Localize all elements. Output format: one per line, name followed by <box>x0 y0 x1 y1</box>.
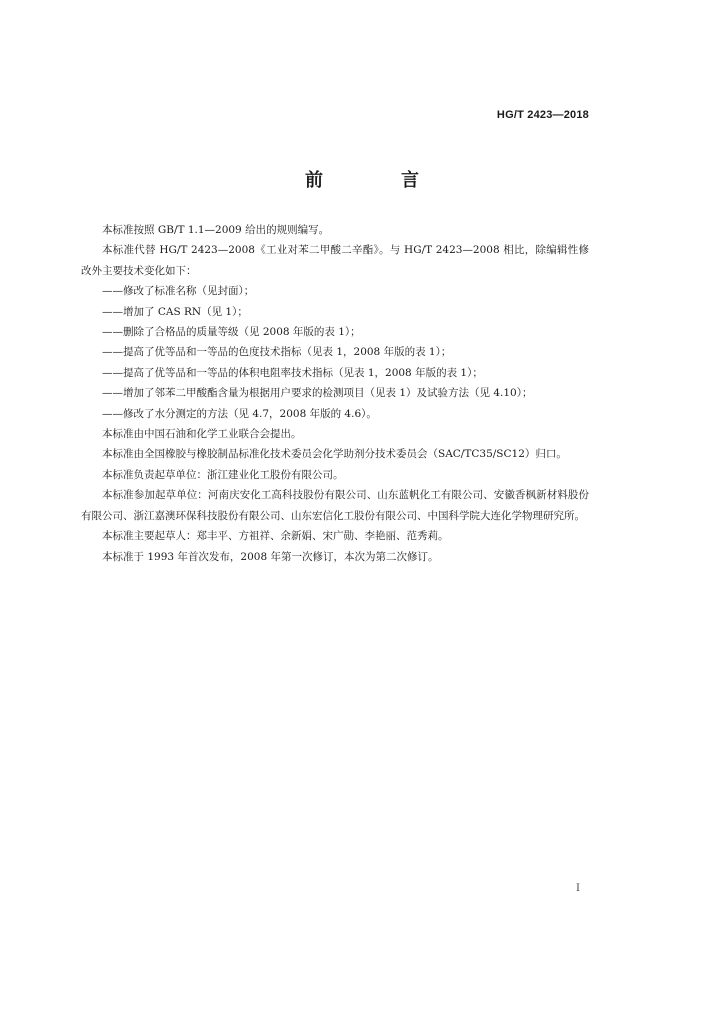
paragraph-participating-drafters: 本标准参加起草单位：河南庆安化工高科技股份有限公司、山东蓝帆化工有限公司、安徽香枫新材料股份有限公司、浙江嘉澳环保科技股份有限公司、山东宏信化工股份有限公司、中国科学院大连化学物理研究所。 <box>81 489 589 522</box>
change-item: ——增加了邻苯二甲酸酯含量为根据用户要求的检测项目（见表 1）及试验方法（见 4.10）； <box>102 387 533 400</box>
foreword-body <box>81 220 589 567</box>
change-item: ——提高了优等品和一等品的色度技术指标（见表 1，2008 年版的表 1）； <box>102 346 452 359</box>
change-item: ——修改了水分测定的方法（见 4.7，2008 年版的 4.6）。 <box>102 407 377 420</box>
paragraph-replaces: 本标准代替 HG/T 2423—2008《工业对苯二甲酸二辛酯》。与 HG/T 2423—2008 相比，除编辑性修改外主要技术变化如下： <box>81 244 589 277</box>
page-title: 前 言 <box>305 170 449 191</box>
paragraph-proposer: 本标准由中国石油和化学工业联合会提出。 <box>102 428 302 441</box>
paragraph-drafting-rules: 本标准按照 GB/T 1.1—2009 给出的规则编写。 <box>102 224 330 236</box>
change-item: ——增加了 CAS RN（见 1）； <box>102 305 248 318</box>
change-item: ——提高了优等品和一等品的体积电阻率技术指标（见表 1，2008 年版的表 1）； <box>102 366 483 379</box>
paragraph-history: 本标准于 1993 年首次发布，2008 年第一次修订，本次为第二次修订。 <box>102 550 439 563</box>
paragraph-main-drafters: 本标准主要起草人：郑丰平、方祖祥、余新娟、宋广勋、李艳丽、范秀莉。 <box>102 530 449 543</box>
paragraph-committee: 本标准由全国橡胶与橡胶制品标准化技术委员会化学助剂分技术委员会（SAC/TC35/SC12）归口。 <box>102 448 567 461</box>
paragraph-responsible-drafter: 本标准负责起草单位：浙江建业化工股份有限公司。 <box>102 468 344 481</box>
page-number: I <box>576 883 580 894</box>
standard-code: HG/T 2423—2018 <box>496 109 589 121</box>
change-item: ——修改了标准名称（见封面）； <box>102 285 255 298</box>
change-item: ——删除了合格品的质量等级（见 2008 年版的表 1）； <box>102 326 361 339</box>
